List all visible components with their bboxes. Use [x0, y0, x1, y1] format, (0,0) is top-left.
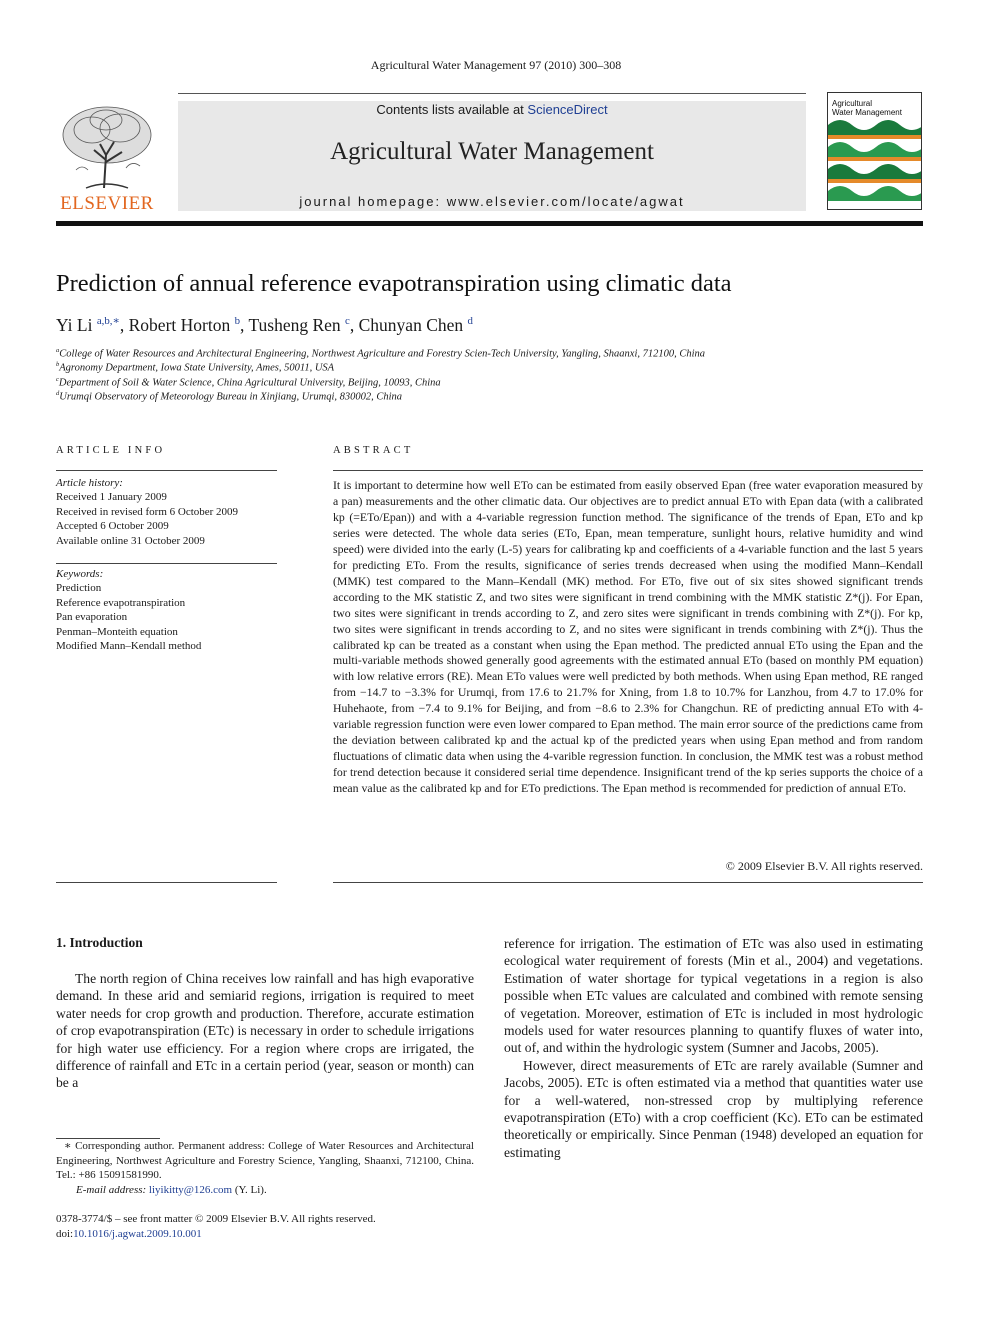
affiliation — [56, 390, 402, 403]
affiliation-mark: b — [56, 361, 60, 368]
sciencedirect-link[interactable]: ScienceDirect — [527, 102, 608, 117]
tree-icon — [56, 100, 158, 192]
issn-line — [56, 1212, 474, 1241]
affiliation-mark: d — [56, 390, 60, 397]
abstract-bottom-rule — [333, 882, 923, 883]
history-item: Received 1 January 2009 — [56, 491, 167, 504]
author-affiliation-marks[interactable]: c — [345, 315, 350, 327]
paragraph: The north region of China receives low rainfall and has high evaporative demand. In these arid and semiarid regions, irrigation is required to meet water needs for crop growth and production. Therefore, accurate estimation of crop evapotranspiration (ETc) is necessary in order to schedule irrigations for high water use efficiency. For a region where crops are irrigated, the difference of rainfall and ETc in a certain period (year, season or month) can be a — [56, 971, 474, 1091]
contents-prefix: Contents lists available at — [376, 102, 528, 117]
history-label: Article history: — [56, 477, 123, 489]
issn-text: 0378-3774/$ – see front matter © 2009 Elsevier B.V. All rights reserved. — [56, 1213, 376, 1225]
right-column — [504, 935, 923, 1161]
journal-cover-thumbnail — [827, 92, 922, 210]
affiliation-text: College of Water Resources and Architectural Engineering, Northwest Agriculture and Forestry Scien-Tech University, Yangling, Shaanxi, 712100, China — [59, 348, 706, 360]
contents-line — [178, 102, 806, 117]
corresponding-author-footnote — [56, 1139, 474, 1197]
email-suffix: (Y. Li). — [234, 1183, 267, 1196]
keyword: Penman–Monteith equation — [56, 625, 178, 638]
affiliation — [56, 347, 705, 360]
keyword: Pan evaporation — [56, 611, 128, 624]
author-affiliation-marks[interactable]: d — [467, 315, 473, 327]
keyword: Reference evapotranspiration — [56, 596, 186, 609]
paragraph: However, direct measurements of ETc are rarely available (Sumner and Jacobs, 2005). ETc is often estimated via a method that quantities water use for a well-watered, non-stressed crop by multiplying reference evapotranspiration (ETo) with a crop coefficient (Kc). ETo can be estimated theoretically or empirically. Since Penman (1948) developed an equation for estimating — [504, 1057, 923, 1160]
author-name: Tusheng Ren — [248, 314, 341, 335]
keyword: Prediction — [56, 582, 102, 595]
abstract-heading: ABSTRACT — [333, 445, 414, 456]
author-name: Yi Li — [56, 314, 93, 335]
affiliation-text: Urumqi Observatory of Meteorology Bureau in Xinjiang, Urumqi, 830002, China — [59, 391, 403, 403]
author-name: Robert Horton — [128, 314, 231, 335]
journal-homepage[interactable]: journal homepage: www.elsevier.com/locate/agwat — [299, 194, 685, 209]
affiliation — [56, 361, 334, 374]
article-info-bottom-rule — [56, 882, 277, 883]
article-info-rule — [56, 470, 277, 471]
doi-line — [56, 1227, 474, 1242]
history-item: Accepted 6 October 2009 — [56, 520, 169, 533]
author-affiliation-marks[interactable]: a,b,∗ — [96, 315, 120, 327]
elsevier-wordmark: ELSEVIER — [60, 193, 154, 214]
email-line — [56, 1183, 474, 1198]
author-separator: , — [119, 314, 129, 335]
doi-label: doi: — [56, 1227, 74, 1240]
affiliation-mark: c — [56, 376, 59, 383]
journal-name: Agricultural Water Management — [330, 138, 654, 165]
email-label: E-mail address: — [76, 1183, 147, 1196]
abstract-rule — [333, 470, 923, 471]
history-item: Received in revised form 6 October 2009 — [56, 505, 239, 518]
author-name: Chunyan Chen — [358, 314, 464, 335]
author-separator: , — [240, 314, 249, 335]
history-item: Available online 31 October 2009 — [56, 534, 205, 547]
abstract-text: It is important to determine how well ETo can be estimated from easily observed Epan (free water evaporation measured by a pan) measurements and the other climatic data. Our objectives are to predict annual ETo with Epan data (with a calibrated kp (=ETo/Epan)) and with a 4-variable regression function method. The significance of the trends of Epan, ETo and kp series were detected. The whole data series (ETo, Epan, mean temperature, sunlight hours, relative humidity and wind speed) were divided into the early (L-5) years for calibrating kp and coefficients of a 4-variable function and the last 5 years for predicting ETo. From the results, significance of series trends decreased when using the modified Mann–Kendall (MMK) test compared to the Mann–Kendall (MK) method. For ETo, five out of six sites showed significant trends according to the MK statistic Z, and two sites were significant in trend combining with the MMK statistic Z*(j). For Epan, two sites were significant in trends according to Z, and zero sites were significant in trends combining with Z*(j). For kp, two sites were significant in trends according to Z, and no sites were significant in trends combining with Z*(j). Thus the calibrated kp can be treated as a constant when using the Epan method. The predicted annual ETo using the Epan and the multi-variable methods showed generally good agreements with the estimated annual ETo (based on monthly PM equation) with low relative errors (RE). Mean ETo values were well predicted by both methods. When using Epan method, RE ranged from −14.7 to −3.3% for Urumqi, from 17.6 to 21.7% for Xning, from 1.8 to 10.7% for Lanzhou, from 4.7 to 17.0% for Huhehaote, from −7.4 to 9.1% for Beijing, and from −8.6 to 2.3% for Changchun. RE of predicting annual ETo with 4-variable regression function were even lower compared to Epan method. The main error source of the predictions came from the deviation between calibrated kp and the actual kp of the predicted years when using Epan method and from random fluctuations of climatic data when using the 4-varible regression function. In conclusion, the MMK test was a robust method for trend detection because it considered serial time dependence. Insignificant trend of the kp series supports the choice of a mean value as the calibrated kp and for ETo predictions. The Epan method is recommended for prediction of annual ETo. — [333, 478, 923, 796]
affiliation-mark: a — [56, 347, 60, 354]
left-column — [56, 970, 474, 1092]
keywords-rule — [56, 563, 277, 564]
author-separator: , — [349, 314, 359, 335]
affiliation — [56, 376, 441, 389]
cover-pattern-icon — [828, 117, 922, 210]
section-heading: 1. Introduction — [56, 935, 143, 950]
affiliation-text: Department of Soil & Water Science, China Agricultural University, Beijing, 10093, China — [58, 377, 441, 389]
email-link[interactable]: liyikitty@126.com — [148, 1183, 233, 1196]
paragraph: reference for irrigation. The estimation of ETc was also used in estimating ecological water requirement of forests (Min et al., 2004) and vegetations. Estimation of water shortage for typical vegetations in a region is also possible when ETc values are calculated and combined with remote sensing of vegetation. Moreover, estimation of ETc is included in most hydrologic models used for water resources planning to quantify fluxes of water into, out of, and within the hydrologic system (Sumner and Jacobs, 2005). — [504, 936, 923, 1056]
keyword: Modified Mann–Kendall method — [56, 640, 202, 653]
journal-citation: Agricultural Water Management 97 (2010) 300–308 — [370, 58, 622, 72]
doi-link[interactable]: 10.1016/j.agwat.2009.10.001 — [73, 1227, 202, 1240]
header-bottom-rule — [56, 221, 923, 226]
keywords — [56, 567, 201, 653]
author-affiliation-marks[interactable]: b — [234, 315, 241, 327]
cover-title-line1: Agricultural — [832, 99, 873, 108]
article-history — [56, 476, 238, 548]
article-info-heading: ARTICLE INFO — [56, 445, 166, 456]
author-list — [56, 314, 473, 336]
cover-title-line2: Water Management — [832, 108, 902, 117]
affiliation-text: Agronomy Department, Iowa State University, Ames, 50011, USA — [59, 362, 335, 374]
corresponding-note: ∗ Corresponding author. Permanent address: College of Water Resources and Architectural Engineering, Northwest Agriculture and Forestry Science, Yangling, Shaanxi, 712100, China. Tel.: +86 15091581990. — [56, 1140, 474, 1181]
article-title: Prediction of annual reference evapotranspiration using climatic data — [56, 270, 732, 297]
header-top-rule — [178, 93, 806, 94]
abstract-copyright: © 2009 Elsevier B.V. All rights reserved. — [725, 859, 923, 873]
keywords-label: Keywords: — [56, 568, 104, 580]
